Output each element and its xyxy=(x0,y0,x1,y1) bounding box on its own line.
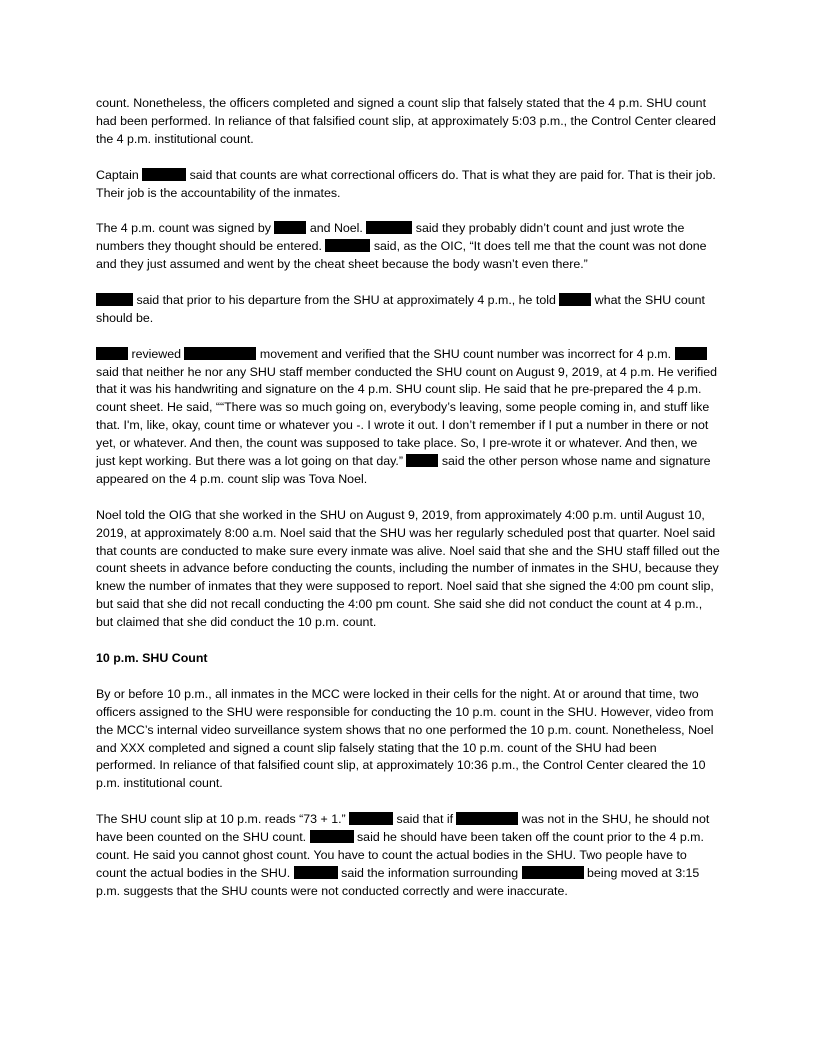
text-segment: Captain xyxy=(96,167,143,182)
paragraph-8 xyxy=(96,811,720,901)
text-segment: said, as the OIC, “It does tell me that the count was not done and they just assumed and went by the cheat sheet because the body wasn’t even there.” xyxy=(96,239,707,272)
text-segment: movement and verified that the SHU count number was incorrect for 4 p.m. xyxy=(256,346,675,361)
redaction-box xyxy=(184,347,256,360)
text-segment: said that prior to his departure from the SHU at approximately 4 p.m., he told xyxy=(133,292,560,307)
text-segment: and Noel. xyxy=(306,221,367,236)
text-segment: being moved at 3:15 p.m. suggests that the SHU counts were not conducted correctly and were inaccurate. xyxy=(96,865,700,898)
redaction-box xyxy=(142,168,186,181)
text-segment: said that if xyxy=(393,812,457,827)
redaction-box xyxy=(406,454,438,467)
redaction-box xyxy=(366,221,412,234)
text-segment: was not in the SHU, he should not have been counted on the SHU count. xyxy=(96,812,710,845)
redaction-box xyxy=(310,830,354,843)
redaction-box xyxy=(274,221,306,234)
text-segment: The 4 p.m. count was signed by xyxy=(96,221,275,236)
text-segment: said that counts are what correctional officers do. That is what they are paid for. That is their job. Their job is the accountability of the inmates. xyxy=(96,167,716,200)
text-segment: reviewed xyxy=(128,346,185,361)
text-segment: The SHU count slip at 10 p.m. reads “73 + 1.” xyxy=(96,812,350,827)
redaction-box xyxy=(522,866,584,879)
paragraph-2 xyxy=(96,167,720,203)
redaction-box xyxy=(675,347,707,360)
paragraph-7: By or before 10 p.m., all inmates in the MCC were locked in their cells for the night. At or around that time, two officers assigned to the SHU were responsible for conducting the 10 p.m. count in the SHU. However, video from the MCC’s internal video surveillance system shows that no one performed the 10 p.m. count. Nonetheless, Noel and XXX completed and signed a count slip falsely stating that the 10 p.m. count of the SHU had been performed. In reliance of that falsified count slip, at approximately 10:36 p.m., the Control Center cleared the 10 p.m. institutional count. xyxy=(96,686,714,791)
section-heading: 10 p.m. SHU Count xyxy=(96,651,208,665)
text-segment: said they probably didn’t count and just wrote the numbers they thought should be entered. xyxy=(96,221,685,254)
redaction-box xyxy=(96,347,128,360)
redaction-box xyxy=(349,812,393,825)
text-segment: what the SHU count should be. xyxy=(96,292,705,325)
text-segment: said the information surrounding xyxy=(337,865,522,880)
redaction-box xyxy=(559,293,591,306)
text-segment: said he should have been taken off the count prior to the 4 p.m. count. He said you cannot ghost count. You have to count the actual bodies in the SHU. Two people have to count the actual bodies in the SHU. xyxy=(96,830,704,880)
document-page xyxy=(96,95,720,919)
redaction-box xyxy=(456,812,518,825)
paragraph-5 xyxy=(96,346,720,489)
paragraph-1: count. Nonetheless, the officers completed and signed a count slip that falsely stated that the 4 p.m. SHU count had been performed. In reliance of that falsified count slip, at approximately 5:03 p.m., the Control Center cleared the 4 p.m. institutional count. xyxy=(96,96,716,146)
paragraph-4 xyxy=(96,292,720,328)
redaction-box xyxy=(325,239,370,252)
text-segment: said that neither he nor any SHU staff member conducted the SHU count on August 9, 2019, at 4 p.m. He verified that it was his handwriting and signature on the 4 p.m. SHU count slip. He said that he pre-prepared the 4 p.m. count sheet. He said, ““There was so much going on, everybody’s leaving, some people coming in, and stuff like that. I'm, like, okay, count time or whatever you -. I wrote it out. I don’t remember if I put a number in there or not yet, or whatever. And then, the count was supposed to take place. So, I pre-wrote it or whatever. And then, we just kept working. But there was a lot going on that day.” xyxy=(96,364,718,469)
paragraph-3 xyxy=(96,220,720,274)
redaction-box xyxy=(294,866,338,879)
paragraph-6: Noel told the OIG that she worked in the SHU on August 9, 2019, from approximately 4:00 p.m. until August 10, 2019, at approximately 8:00 a.m. Noel said that the SHU was her regularly scheduled post that quarter. Noel said that counts are conducted to make sure every inmate was alive. Noel said that she and the SHU staff filled out the count sheets in advance before conducting the counts, including the number of inmates in the SHU, because they knew the number of inmates that they were supposed to report. Noel said that she signed the 4:00 pm count slip, but said that she did not recall conducting the 4:00 pm count. She said she did not conduct the count at 4 p.m., but claimed that she did conduct the 10 p.m. count. xyxy=(96,507,720,630)
text-segment: said the other person whose name and signature appeared on the 4 p.m. count slip was Tova Noel. xyxy=(96,454,711,486)
redaction-box xyxy=(96,293,133,306)
